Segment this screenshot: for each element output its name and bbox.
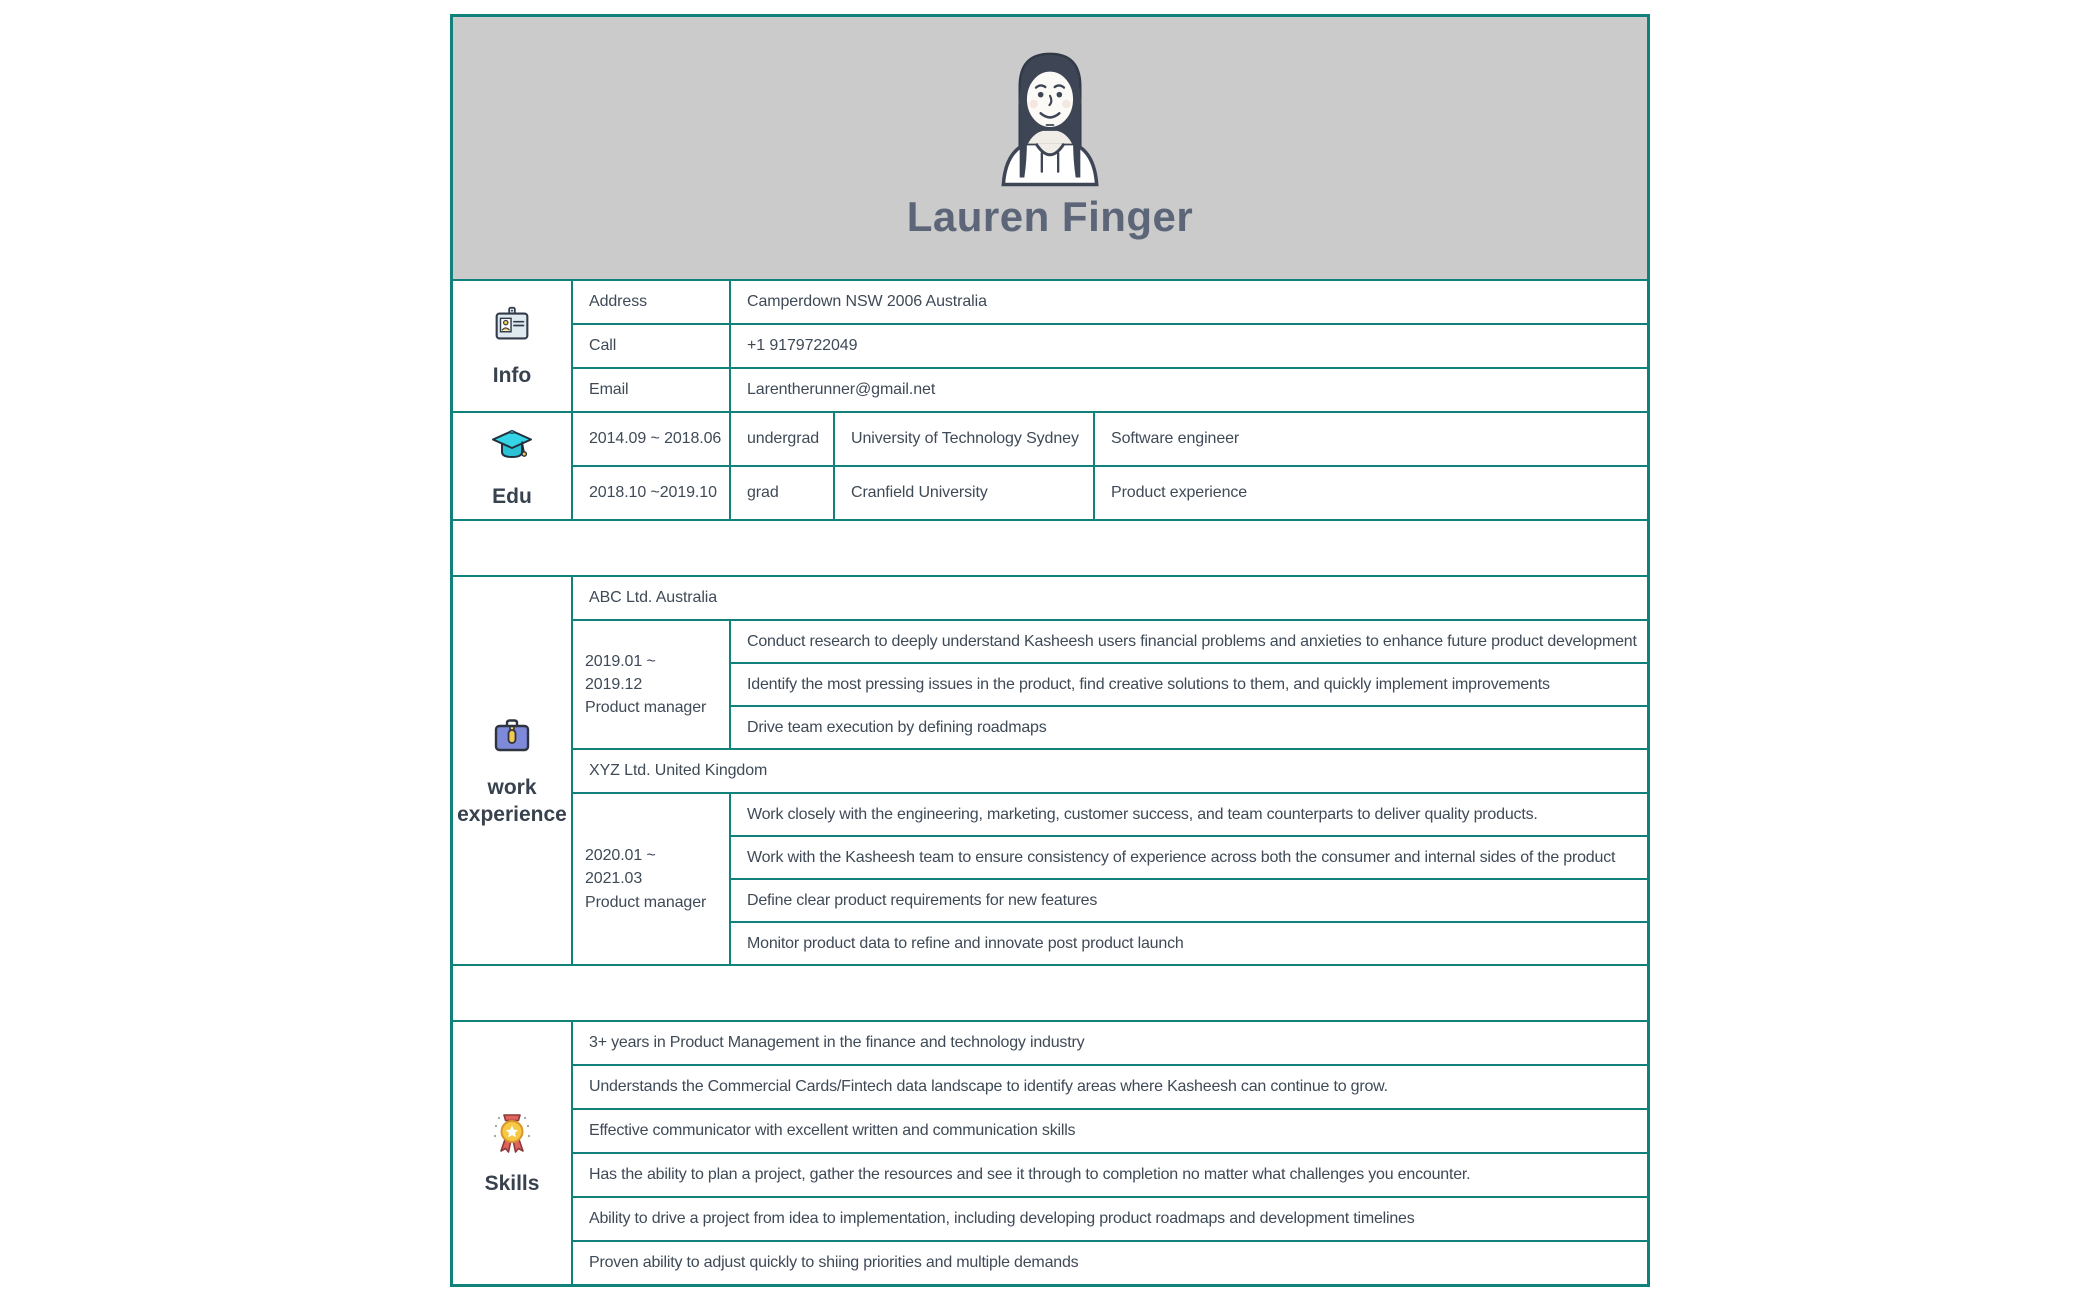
info-row-value: Larentherunner@gmail.net <box>731 369 1647 411</box>
skills-side-cell <box>453 1022 571 1284</box>
info-row-value: Camperdown NSW 2006 Australia <box>731 281 1647 323</box>
edu-field: Software engineer <box>1095 413 1647 465</box>
resume-header <box>453 17 1647 279</box>
medal-icon <box>488 1109 536 1157</box>
spacer-row <box>453 966 1647 1020</box>
job-duty: Drive team execution by defining roadmaps <box>731 707 1647 748</box>
company-name: ABC Ltd. Australia <box>573 577 1647 619</box>
job-duty: Identify the most pressing issues in the product, find creative solutions to them, and quickly implement improvements <box>731 664 1647 705</box>
job-period-role <box>573 621 729 748</box>
job-duty: Conduct research to deeply understand Kasheesh users financial problems and anxieties to enhance future product development <box>731 621 1647 662</box>
edu-degree: grad <box>731 467 833 519</box>
skill-item: Proven ability to adjust quickly to shiing priorities and multiple demands <box>573 1242 1647 1284</box>
edu-period: 2014.09 ~ 2018.06 <box>573 413 729 465</box>
section-edu <box>453 413 1647 519</box>
job-duty: Work with the Kasheesh team to ensure consistency of experience across both the consumer and internal sides of the product <box>731 837 1647 878</box>
info-row-value: +1 9179722049 <box>731 325 1647 367</box>
info-row <box>573 369 1647 411</box>
job-group <box>573 621 1647 748</box>
info-row <box>573 281 1647 323</box>
person-name: Lauren Finger <box>906 193 1194 240</box>
edu-row <box>573 413 1647 465</box>
edu-period: 2018.10 ~2019.10 <box>573 467 729 519</box>
edu-school: Cranfield University <box>835 467 1093 519</box>
job-role: Product manager <box>585 699 707 717</box>
job-duty: Work closely with the engineering, marketing, customer success, and team counterparts to deliver quality products. <box>731 794 1647 835</box>
info-section-label: Info <box>492 363 532 387</box>
graduation-cap-icon <box>488 422 536 470</box>
job-role: Product manager <box>585 893 707 911</box>
info-row <box>573 325 1647 367</box>
edu-side-cell <box>453 413 571 519</box>
job-duty: Define clear product requirements for new features <box>731 880 1647 921</box>
id-card-icon <box>489 303 535 349</box>
info-row-label: Call <box>573 325 729 367</box>
skill-item: Understands the Commercial Cards/Fintech data landscape to identify areas where Kasheesh can continue to grow. <box>573 1066 1647 1108</box>
job-period: 2020.01 ~ 2021.03 <box>585 847 656 888</box>
work-section-label: work experience <box>457 776 567 826</box>
edu-row <box>573 467 1647 519</box>
edu-section-label: Edu <box>492 484 532 508</box>
briefcase-icon <box>488 713 536 761</box>
job-duty: Monitor product data to refine and innovate post product launch <box>731 923 1647 964</box>
info-side-cell <box>453 281 571 411</box>
skill-item: Effective communicator with excellent written and communication skills <box>573 1110 1647 1152</box>
company-row <box>573 750 1647 792</box>
info-row-label: Address <box>573 281 729 323</box>
skill-item: Ability to drive a project from idea to implementation, including developing product roadmaps and development timelines <box>573 1198 1647 1240</box>
edu-field: Product experience <box>1095 467 1647 519</box>
section-skills <box>453 1022 1647 1284</box>
section-work-experience <box>453 577 1647 964</box>
section-info <box>453 281 1647 411</box>
avatar <box>980 35 1120 187</box>
edu-degree: undergrad <box>731 413 833 465</box>
job-group <box>573 794 1647 964</box>
skills-section-label: Skills <box>484 1171 540 1195</box>
job-period-role <box>573 794 729 964</box>
company-name: XYZ Ltd. United Kingdom <box>573 750 1647 792</box>
company-row <box>573 577 1647 619</box>
skill-item: 3+ years in Product Management in the finance and technology industry <box>573 1022 1647 1064</box>
info-row-label: Email <box>573 369 729 411</box>
spacer-row <box>453 521 1647 575</box>
skill-item: Has the ability to plan a project, gather the resources and see it through to completion no matter what challenges you encounter. <box>573 1154 1647 1196</box>
resume-table <box>450 14 1650 1287</box>
edu-school: University of Technology Sydney <box>835 413 1093 465</box>
work-side-cell <box>453 577 571 964</box>
job-period: 2019.01 ~ 2019.12 <box>585 652 656 693</box>
